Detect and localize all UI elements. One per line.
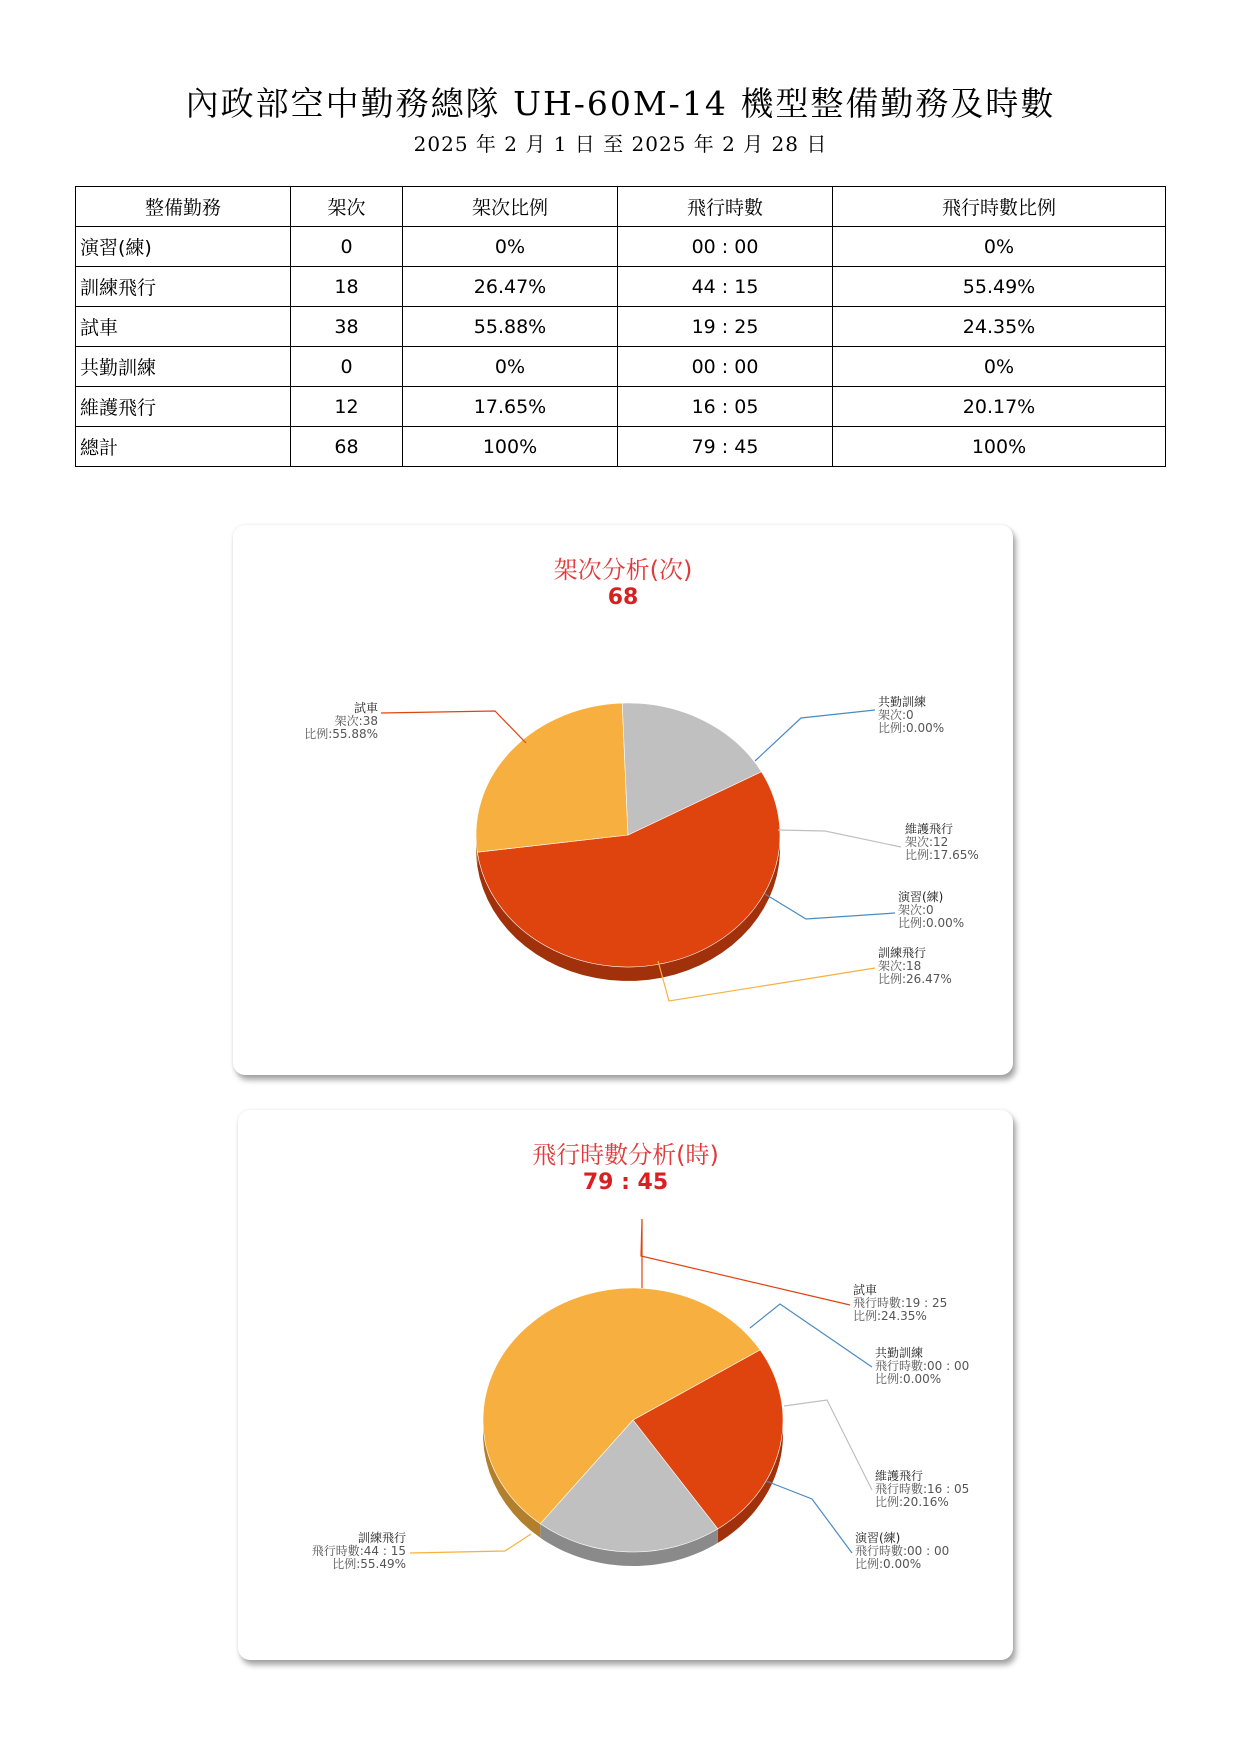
table-header-cell: 整備勤務 [76, 187, 291, 227]
flight-hours-chart-card [238, 1110, 1013, 1660]
sorties-chart-card [233, 525, 1013, 1075]
data-label-test-run: 飛行時數:19 : 25 [853, 1296, 948, 1310]
leader-line-exercise [765, 894, 895, 919]
table-cell: 79 : 45 [618, 427, 833, 467]
table-cell: 12 [291, 387, 403, 427]
data-label-training-flight: 訓練飛行 [357, 1531, 406, 1545]
table-cell: 共勤訓練 [76, 347, 291, 387]
leader-line-test-run [641, 1219, 850, 1305]
table-cell: 0% [833, 227, 1166, 267]
data-label-maintenance-flight: 飛行時數:16 : 05 [875, 1482, 970, 1496]
leader-line-maintenance-flight [778, 830, 901, 847]
data-label-training-flight: 訓練飛行 [878, 946, 927, 960]
table-cell: 44 : 15 [618, 267, 833, 307]
table-cell: 0 [291, 227, 403, 267]
report-title: 內政部空中勤務總隊 UH-60M-14 機型整備勤務及時數 [185, 84, 1056, 123]
summary-table [75, 186, 1166, 467]
leader-line-exercise [766, 1481, 852, 1553]
table-cell: 維護飛行 [76, 387, 291, 427]
table-cell: 68 [291, 427, 403, 467]
data-label-exercise: 演習(練) [898, 890, 944, 904]
table-row [76, 267, 1166, 307]
table-cell: 00 : 00 [618, 347, 833, 387]
table-cell: 訓練飛行 [76, 267, 291, 307]
report-date-range: 2025 年 2 月 1 日 至 2025 年 2 月 28 日 [413, 132, 828, 156]
table-cell: 26.47% [403, 267, 618, 307]
table-cell: 17.65% [403, 387, 618, 427]
sorties-pie-chart [233, 525, 1013, 1075]
data-label-exercise: 比例:0.00% [855, 1557, 922, 1571]
pie-slice-training-flight [476, 703, 628, 852]
data-label-exercise: 飛行時數:00 : 00 [855, 1544, 950, 1558]
table-row [76, 347, 1166, 387]
data-label-joint-training: 共勤訓練 [878, 695, 927, 709]
data-label-test-run: 比例:55.88% [304, 727, 378, 741]
table-row [76, 387, 1166, 427]
table-cell: 試車 [76, 307, 291, 347]
table-cell: 100% [403, 427, 618, 467]
data-label-maintenance-flight: 維護飛行 [905, 822, 954, 836]
table-cell: 19 : 25 [618, 307, 833, 347]
table-cell: 100% [833, 427, 1166, 467]
chart-title: 架次分析(次) [553, 556, 693, 584]
table-cell: 0% [403, 347, 618, 387]
data-label-joint-training: 共勤訓練 [875, 1346, 924, 1360]
table-header-row [76, 187, 1166, 227]
data-label-joint-training: 比例:0.00% [875, 1372, 942, 1386]
data-label-test-run: 試車 [353, 701, 378, 715]
table-cell: 0% [403, 227, 618, 267]
table-cell: 55.88% [403, 307, 618, 347]
leader-line-maintenance-flight [784, 1400, 872, 1490]
data-label-joint-training: 架次:0 [878, 708, 914, 722]
data-label-training-flight: 飛行時數:44 : 15 [311, 1544, 406, 1558]
data-label-training-flight: 架次:18 [878, 959, 922, 973]
data-label-exercise: 比例:0.00% [898, 916, 965, 930]
chart-title: 飛行時數分析(時) [532, 1141, 719, 1169]
data-label-joint-training: 比例:0.00% [878, 721, 945, 735]
chart-total: 68 [607, 585, 639, 610]
leader-line-training-flight [410, 1534, 531, 1553]
chart-total: 79 : 45 [582, 1170, 669, 1195]
table-cell: 0% [833, 347, 1166, 387]
table-cell: 18 [291, 267, 403, 307]
leader-line-joint-training [755, 710, 875, 761]
data-label-training-flight: 比例:55.49% [332, 1557, 406, 1571]
table-header-cell: 架次 [291, 187, 403, 227]
data-label-maintenance-flight: 架次:12 [905, 835, 949, 849]
data-label-test-run: 試車 [853, 1283, 878, 1297]
data-label-test-run: 架次:38 [334, 714, 378, 728]
table-cell: 55.49% [833, 267, 1166, 307]
table-row [76, 307, 1166, 347]
table-header-cell: 飛行時數比例 [833, 187, 1166, 227]
table-header-cell: 架次比例 [403, 187, 618, 227]
data-label-exercise: 架次:0 [898, 903, 934, 917]
data-label-maintenance-flight: 維護飛行 [875, 1469, 924, 1483]
data-label-joint-training: 飛行時數:00 : 00 [875, 1359, 970, 1373]
table-cell: 演習(練) [76, 227, 291, 267]
table-row-total [76, 427, 1166, 467]
data-label-maintenance-flight: 比例:17.65% [905, 848, 979, 862]
leader-line-test-run [381, 711, 526, 743]
flight-hours-pie-chart [238, 1110, 1013, 1660]
table-row [76, 227, 1166, 267]
table-cell: 24.35% [833, 307, 1166, 347]
data-label-test-run: 比例:24.35% [853, 1309, 927, 1323]
table-cell: 38 [291, 307, 403, 347]
data-label-maintenance-flight: 比例:20.16% [875, 1495, 949, 1509]
data-label-exercise: 演習(練) [855, 1531, 901, 1545]
table-header-cell: 飛行時數 [618, 187, 833, 227]
table-cell: 00 : 00 [618, 227, 833, 267]
table-cell: 16 : 05 [618, 387, 833, 427]
table-cell: 20.17% [833, 387, 1166, 427]
table-cell: 總計 [76, 427, 291, 467]
table-cell: 0 [291, 347, 403, 387]
data-label-training-flight: 比例:26.47% [878, 972, 952, 986]
